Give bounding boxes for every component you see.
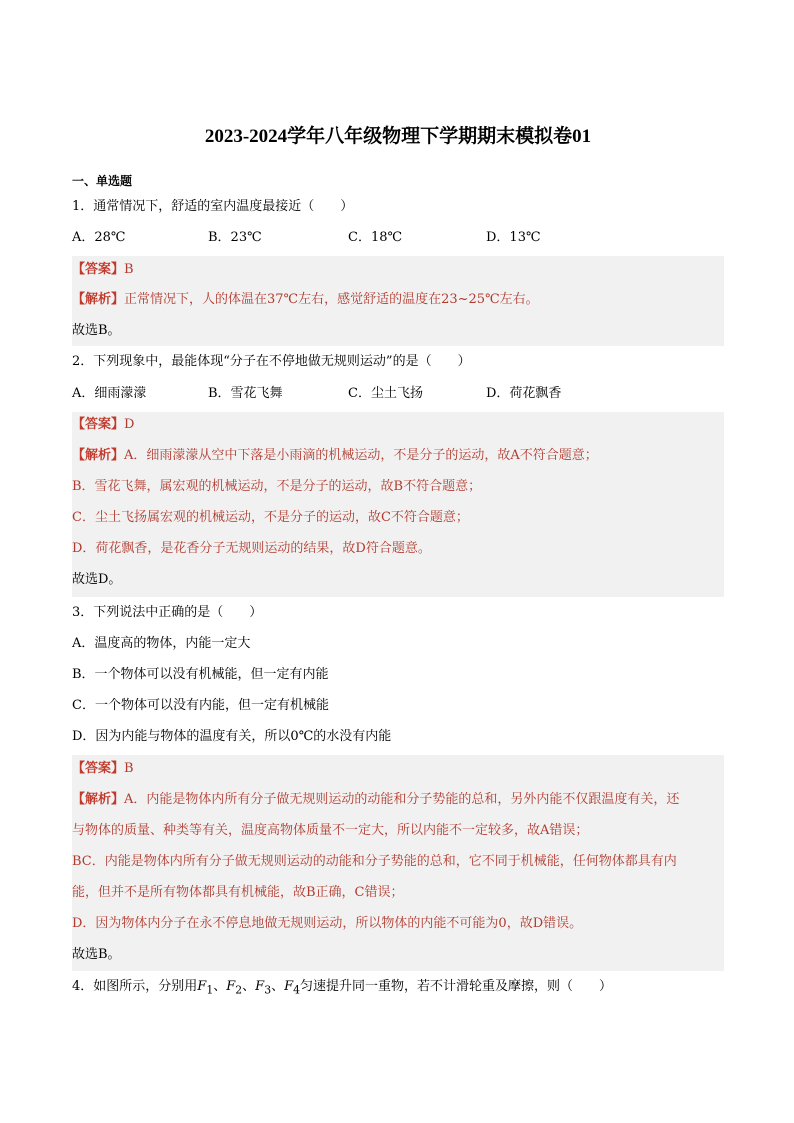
question-4-stem — [72, 977, 612, 997]
force-f3-sub: 3 — [264, 983, 272, 997]
q3-analysis-a-1: A．内能是物体内所有分子做无规则运动的动能和分子势能的总和，另外内能不仅跟温度有关，还 — [124, 792, 680, 807]
q2-answer-line — [72, 414, 724, 436]
q3-analysis-bc-1: BC．内能是物体内所有分子做无规则运动的动能和分子势能的总和，它不同于机械能，任何物体都具有内 — [72, 854, 677, 869]
q3-analysis-a-2: 与物体的质量、种类等有关，温度高物体质量不一定大，所以内能不一定较多，故A错误； — [72, 823, 589, 838]
q2-analysis-a: A．细雨濛濛从空中下落是小雨滴的机械运动，不是分子的运动，故A不符合题意； — [124, 448, 598, 463]
q3-analysis-bc-2: 能，但并不是所有物体都具有机械能，故B正确，C错误； — [72, 885, 404, 900]
q2-analysis-b: B．雪花飞舞，属宏观的机械运动，不是分子的运动，故B不符合题意； — [72, 479, 482, 494]
q4-sep: 、 — [271, 979, 285, 994]
q4-stem-end: 匀速提升同一重物，若不计滑轮重及摩擦，则（ ） — [300, 979, 613, 994]
q1-option-b: B．23℃ — [208, 230, 262, 245]
analysis-tag: 【解析】 — [72, 792, 125, 807]
q2-option-b: B．雪花飞舞 — [208, 386, 283, 401]
question-2-solution — [72, 412, 724, 597]
analysis-tag: 【解析】 — [72, 448, 125, 463]
force-f3: F — [255, 979, 265, 994]
q3-answer: B — [124, 761, 134, 776]
force-f2: F — [226, 979, 236, 994]
force-f1-sub: 1 — [206, 983, 214, 997]
question-1-stem: 1．通常情况下，舒适的室内温度最接近（ ） — [72, 199, 354, 214]
question-2-options — [72, 384, 724, 404]
q1-option-d: D．13℃ — [486, 230, 541, 245]
q3-analysis-d: D．因为物体内分子在永不停息地做无规则运动，所以物体的内能不可能为0，故D错误。 — [72, 916, 583, 931]
question-1-options — [72, 228, 724, 248]
q2-analysis-d: D．荷花飘香，是花香分子无规则运动的结果，故D符合题意。 — [72, 541, 431, 556]
q1-answer-line — [72, 259, 724, 281]
question-3-solution — [72, 755, 724, 971]
q3-option-d: D．因为内能与物体的温度有关，所以0℃的水没有内能 — [72, 729, 392, 744]
page-title: 2023-2024学年八年级物理下学期期末模拟卷01 — [204, 126, 592, 147]
q2-option-c: C．尘土飞扬 — [348, 386, 423, 401]
answer-tag: 【答案】 — [72, 761, 125, 776]
q2-option-a: A．细雨濛濛 — [72, 386, 147, 401]
q3-option-a: A．温度高的物体，内能一定大 — [72, 636, 251, 651]
force-f2-sub: 2 — [235, 983, 243, 997]
q1-conclusion: 故选B。 — [72, 323, 121, 338]
q3-option-c: C．一个物体可以没有内能，但一定有机械能 — [72, 698, 329, 713]
q1-option-c: C．18℃ — [348, 230, 403, 245]
q3-conclusion: 故选B。 — [72, 947, 121, 962]
answer-tag: 【答案】 — [72, 417, 125, 432]
q2-answer: D — [124, 417, 135, 432]
q3-answer-line — [72, 758, 724, 780]
q3-analysis-line-1 — [72, 789, 724, 811]
question-1-solution — [72, 256, 724, 346]
q2-analysis-c: C．尘土飞扬属宏观的机械运动，不是分子的运动，故C不符合题意； — [72, 510, 469, 525]
q2-conclusion: 故选D。 — [72, 572, 122, 587]
q4-sep: 、 — [213, 979, 227, 994]
force-f4-sub: 4 — [293, 983, 301, 997]
q4-stem-start: 4．如图所示，分别用 — [72, 979, 198, 994]
force-f4: F — [284, 979, 294, 994]
q1-analysis: 正常情况下，人的体温在37℃左右，感觉舒适的温度在23~25℃左右。 — [124, 292, 539, 307]
q3-option-b: B．一个物体可以没有机械能，但一定有内能 — [72, 667, 329, 682]
q1-option-a: A．28℃ — [72, 230, 126, 245]
q4-sep: 、 — [242, 979, 256, 994]
question-3-stem: 3．下列说法中正确的是（ ） — [72, 605, 263, 620]
q1-answer: B — [124, 262, 134, 277]
q1-analysis-line — [72, 289, 724, 311]
q2-option-d: D．荷花飘香 — [486, 386, 562, 401]
section-heading: 一、单选题 — [72, 174, 133, 188]
analysis-tag: 【解析】 — [72, 292, 125, 307]
q2-analysis-line-1 — [72, 445, 724, 467]
force-f1: F — [197, 979, 207, 994]
answer-tag: 【答案】 — [72, 262, 125, 277]
question-2-stem: 2．下列现象中，最能体现“分子在不停地做无规则运动”的是（ ） — [72, 354, 471, 369]
